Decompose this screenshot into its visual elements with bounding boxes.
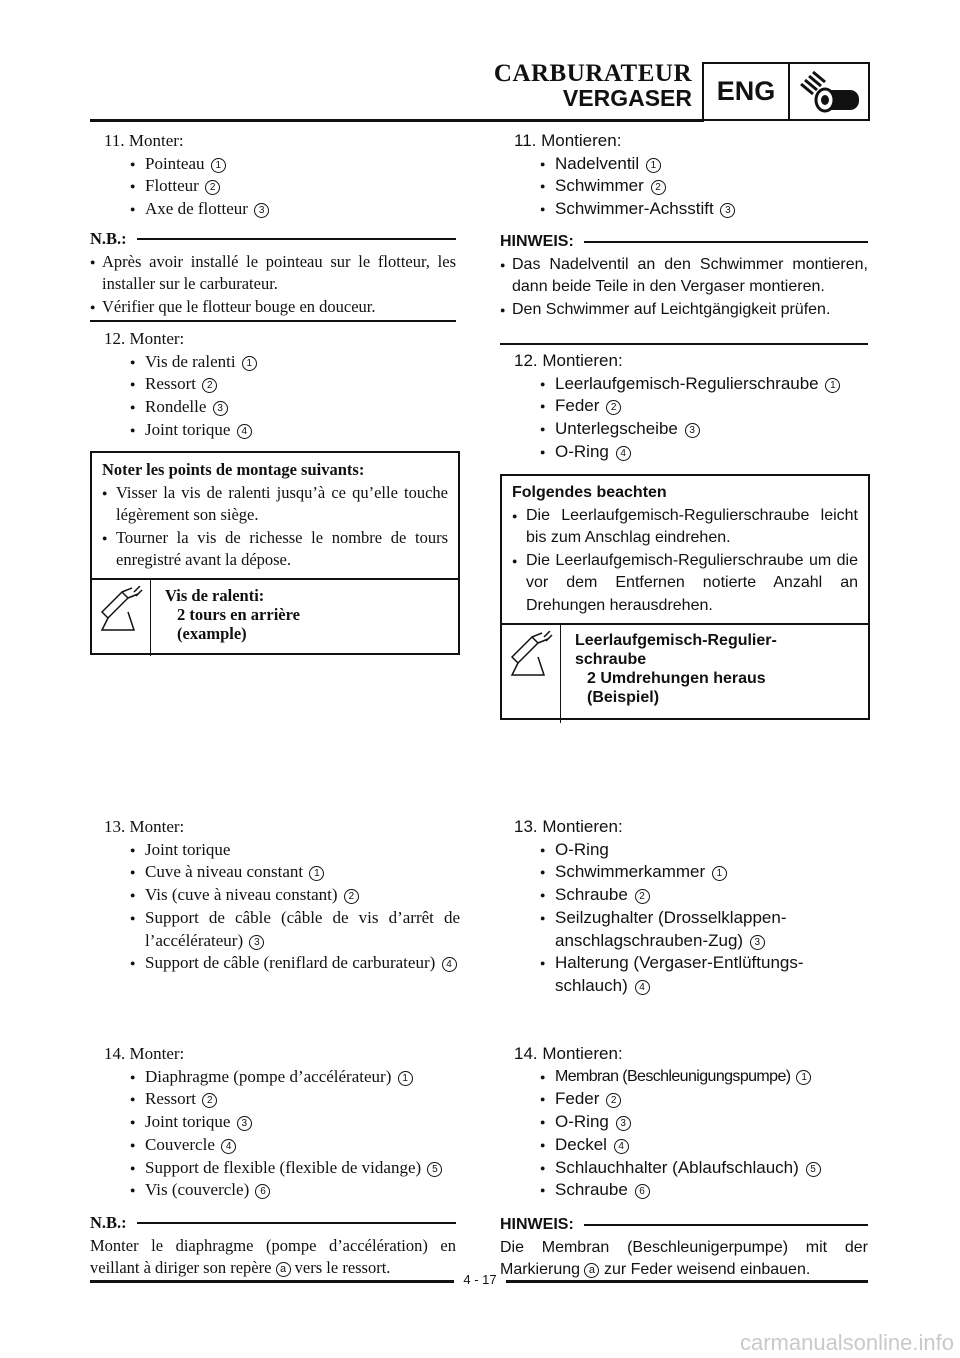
wrench-icon <box>92 580 151 656</box>
list-item: ● Visser la vis de ralenti jusqu’à ce qu’elle touche légèrement son siège. <box>102 482 448 527</box>
list-item: ● Membran (Beschleunigungspumpe) 1 <box>540 1066 870 1089</box>
list-item: ● Halterung (Vergaser-Entlüftungs-schlauch) 4 <box>540 952 870 997</box>
list-item: ● Schraube 2 <box>540 884 870 907</box>
list-item: ● Die Leerlaufgemisch-Regulierschraube um die vor dem Entfernen notierte Anzahl an Drehungen herausdrehen. <box>512 550 858 618</box>
list-item: ● O-Ring 3 <box>540 1111 870 1134</box>
list-item: ● Couvercle 4 <box>130 1134 460 1157</box>
list-item: ● Support de câble (reniflard de carburateur) 4 <box>130 952 460 975</box>
list-item: ● Schwimmer-Achsstift 3 <box>540 198 870 221</box>
list-item: ● Axe de flotteur 3 <box>130 198 460 221</box>
list-item: ● Leerlaufgemisch-Regulierschraube 1 <box>540 373 870 396</box>
list-item: ● Flotteur 2 <box>130 175 460 198</box>
fr-step-14: 14. Monter: ● Diaphragme (pompe d’accélérateur) 1 ● Ressort 2 ● Joint torique 3 ● Couvercle 4 ● Support de flexible (flexible de vidange) 5 ● Vis (couvercle) 6 <box>90 1043 460 1202</box>
list-item: ● Schlauchhalter (Ablaufschlauch) 5 <box>540 1157 870 1180</box>
de-note-2: HINWEIS: Die Membran (Beschleunigerpumpe) mit der Markierung a zur Feder weisend einbauen. <box>500 1216 868 1278</box>
wrench-icon <box>502 625 561 723</box>
list-item: ● Support de câble (câble de vis d’arrêt de l’accélérateur) 3 <box>130 907 460 952</box>
list-item: ● Cuve à niveau constant 1 <box>130 861 460 884</box>
note-rule <box>90 320 456 322</box>
page-number: 4 - 17 <box>463 1272 497 1287</box>
list-item: ● Joint torique <box>130 839 460 862</box>
list-item: ● Schwimmer 2 <box>540 175 870 198</box>
note-rule <box>500 343 868 345</box>
title-de: VERGASER <box>562 85 692 111</box>
engine-icon <box>790 64 868 119</box>
list-item: ● Joint torique 3 <box>130 1111 460 1134</box>
watermark: carmanualsonline.info <box>739 1330 954 1355</box>
list-item: ● Vis (cuve à niveau constant) 2 <box>130 884 460 907</box>
de-step-11: 11. Montieren: ● Nadelventil 1 ● Schwimmer 2 ● Schwimmer-Achsstift 3 <box>500 130 870 221</box>
list-item: ● Tourner la vis de richesse le nombre de tours enregistré avant la dépose. <box>102 527 448 572</box>
title-fr: CARBURATEUR <box>493 60 692 87</box>
list-item: ● Schraube 6 <box>540 1179 870 1202</box>
list-item: ● Pointeau 1 <box>130 153 460 176</box>
de-step-12: 12. Montieren: ● Leerlaufgemisch-Regulierschraube 1 ● Feder 2 ● Unterlegscheibe 3 ● O-Ring 4 <box>500 350 870 464</box>
header-rule <box>90 119 704 122</box>
fr-step-13: 13. Monter: ● Joint torique ● Cuve à niveau constant 1 ● Vis (cuve à niveau constant) 2 ● Support de câble (câble de vis d’arrêt de l’accélérateur) 3 ● Support de câble (reniflard de carburateur) 4 <box>90 816 460 975</box>
list-item: ● O-Ring 4 <box>540 441 870 464</box>
list-item: ● Nadelventil 1 <box>540 153 870 176</box>
list-item: ● Die Leerlaufgemisch-Regulierschraube leicht bis zum Anschlag eindrehen. <box>512 505 858 550</box>
list-item: ● Den Schwimmer auf Leichtgängigkeit prüfen. <box>500 299 868 322</box>
eng-badge <box>702 62 870 121</box>
list-item: ● Feder 2 <box>540 395 870 418</box>
list-item: ● O-Ring <box>540 839 870 862</box>
de-assembly-box: Folgendes beachten ● Die Leerlaufgemisch-Regulierschraube leicht bis zum Anschlag eindrehen. ● Die Leerlaufgemisch-Regulierschraube um die vor dem Entfernen notierte Anzahl an Drehungen herausdrehen. Leerlaufgemisch-Regulier- schraube 2 Umdrehungen heraus (Beispiel) <box>500 474 870 720</box>
list-item: ● Ressort 2 <box>130 373 460 396</box>
list-item: ● Support de flexible (flexible de vidange) 5 <box>130 1157 460 1180</box>
fr-note-1: N.B.: ● Après avoir installé le pointeau sur le flotteur, les installer sur le carburateur. ● Vérifier que le flotteur bouge en douceur. <box>90 228 456 318</box>
section-title <box>494 62 692 110</box>
list-item: ● Diaphragme (pompe d’accélérateur) 1 <box>130 1066 460 1089</box>
de-step-14: 14. Montieren: ● Membran (Beschleunigungspumpe) 1 ● Feder 2 ● O-Ring 3 ● Deckel 4 ● Schlauchhalter (Ablaufschlauch) 5 ● Schraube 6 <box>500 1043 870 1202</box>
fr-note-2: N.B.: Monter le diaphragme (pompe d’accélération) en veillant à diriger son repère a vers le ressort. <box>90 1213 456 1277</box>
list-item: ● Feder 2 <box>540 1088 870 1111</box>
list-item: ● Seilzughalter (Drosselklappen-anschlagschrauben-Zug) 3 <box>540 907 870 952</box>
list-item: ● Rondelle 3 <box>130 396 460 419</box>
fr-step-12: 12. Monter: ● Vis de ralenti 1 ● Ressort 2 ● Rondelle 3 ● Joint torique 4 <box>90 328 460 442</box>
fr-assembly-box: Noter les points de montage suivants: ● Visser la vis de ralenti jusqu’à ce qu’elle touche légèrement son siège. ● Tourner la vis de richesse le nombre de tours enregistré avant la dépose. Vis de ralenti: 2 tours en arrière (example) <box>90 451 460 655</box>
list-item: ● Ressort 2 <box>130 1088 460 1111</box>
list-item: ● Joint torique 4 <box>130 419 460 442</box>
eng-label: ENG <box>704 64 790 119</box>
de-step-13: 13. Montieren: ● O-Ring ● Schwimmerkammer 1 ● Schraube 2 ● Seilzughalter (Drosselklappen-anschlagschrauben-Zug) 3 ● Halterung (Vergaser-Entlüftungs-schlauch) 4 <box>500 816 870 998</box>
list-item: ● Das Nadelventil an den Schwimmer montieren, dann beide Teile in den Vergaser montieren. <box>500 254 868 299</box>
de-note-1: HINWEIS: ● Das Nadelventil an den Schwimmer montieren, dann beide Teile in den Vergaser montieren. ● Den Schwimmer auf Leichtgängigkeit prüfen. <box>500 231 868 321</box>
list-item: ● Vis de ralenti 1 <box>130 351 460 374</box>
list-item: ● Après avoir installé le pointeau sur le flotteur, les installer sur le carburateur. <box>90 251 456 296</box>
list-item: ● Deckel 4 <box>540 1134 870 1157</box>
list-item: ● Vis (couvercle) 6 <box>130 1179 460 1202</box>
list-item: ● Schwimmerkammer 1 <box>540 861 870 884</box>
fr-step-11: 11. Monter: ● Pointeau 1 ● Flotteur 2 ● Axe de flotteur 3 <box>90 130 460 221</box>
list-item: ● Unterlegscheibe 3 <box>540 418 870 441</box>
list-item: ● Vérifier que le flotteur bouge en douceur. <box>90 296 456 319</box>
